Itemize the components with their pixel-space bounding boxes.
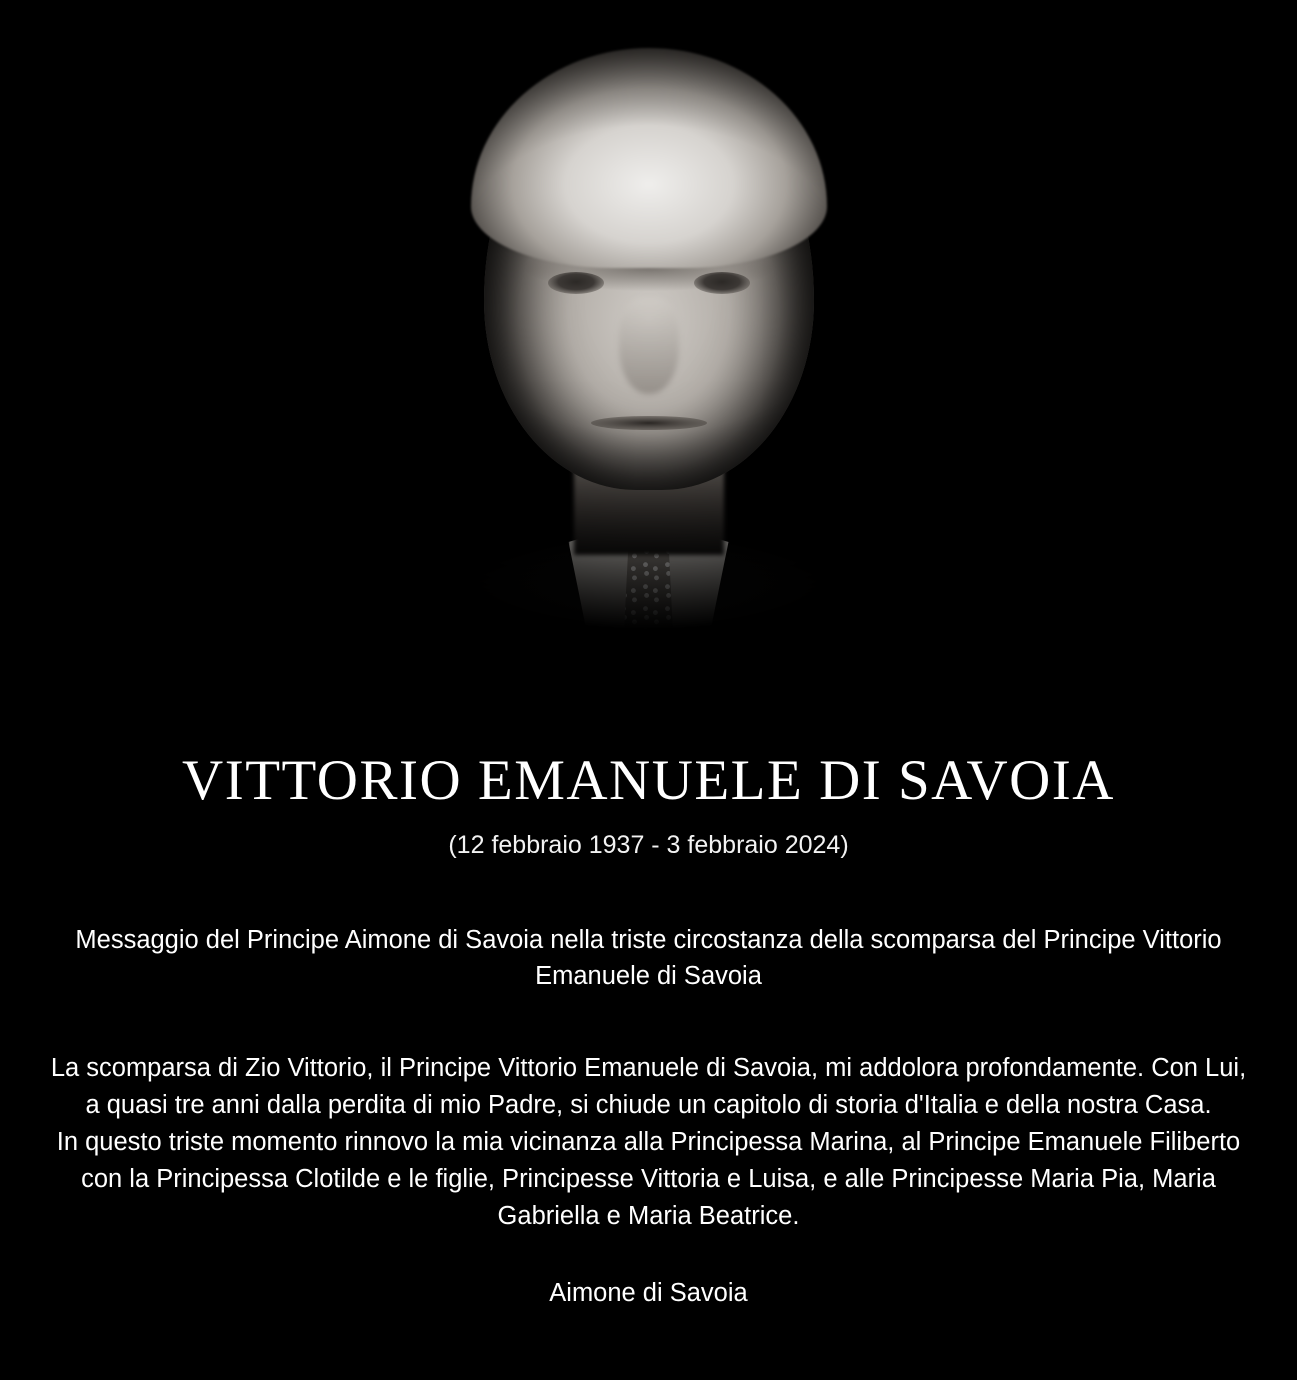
right-eye [694,272,750,294]
nose-shape [619,298,679,394]
left-eye [548,272,604,294]
portrait-photo [439,40,859,700]
life-dates: (12 febbraio 1937 - 3 febbraio 2024) [448,831,849,859]
hair-shape [471,48,827,268]
message-paragraph: La scomparsa di Zio Vittorio, il Principe Vittorio Emanuele di Savoia, mi addolora profondamente. Con Lui, a quasi tre anni dalla perdita di mio Padre, si chiude un capitolo di storia d'Italia e della nostra Casa. [50,1054,1247,1120]
message-paragraph: In questo triste momento rinnovo la mia vicinanza alla Principessa Marina, al Principe Emanuele Filiberto con la Principessa Clotilde e le figlie, Principesse Vittoria e Luisa, e alle Principesse Maria Pia, Maria Gabriella e Maria Beatrice. [56,1128,1241,1231]
message-body [44,1050,1254,1235]
mouth-shape [591,416,707,430]
message-intro: Messaggio del Principe Aimone di Savoia nella triste circostanza della scomparsa del Principe Vittorio Emanuele di Savoia [75,926,1222,991]
message-signature: Aimone di Savoia [549,1279,748,1308]
page-title: VITTORIO EMANUELE DI SAVOIA [182,749,1115,812]
